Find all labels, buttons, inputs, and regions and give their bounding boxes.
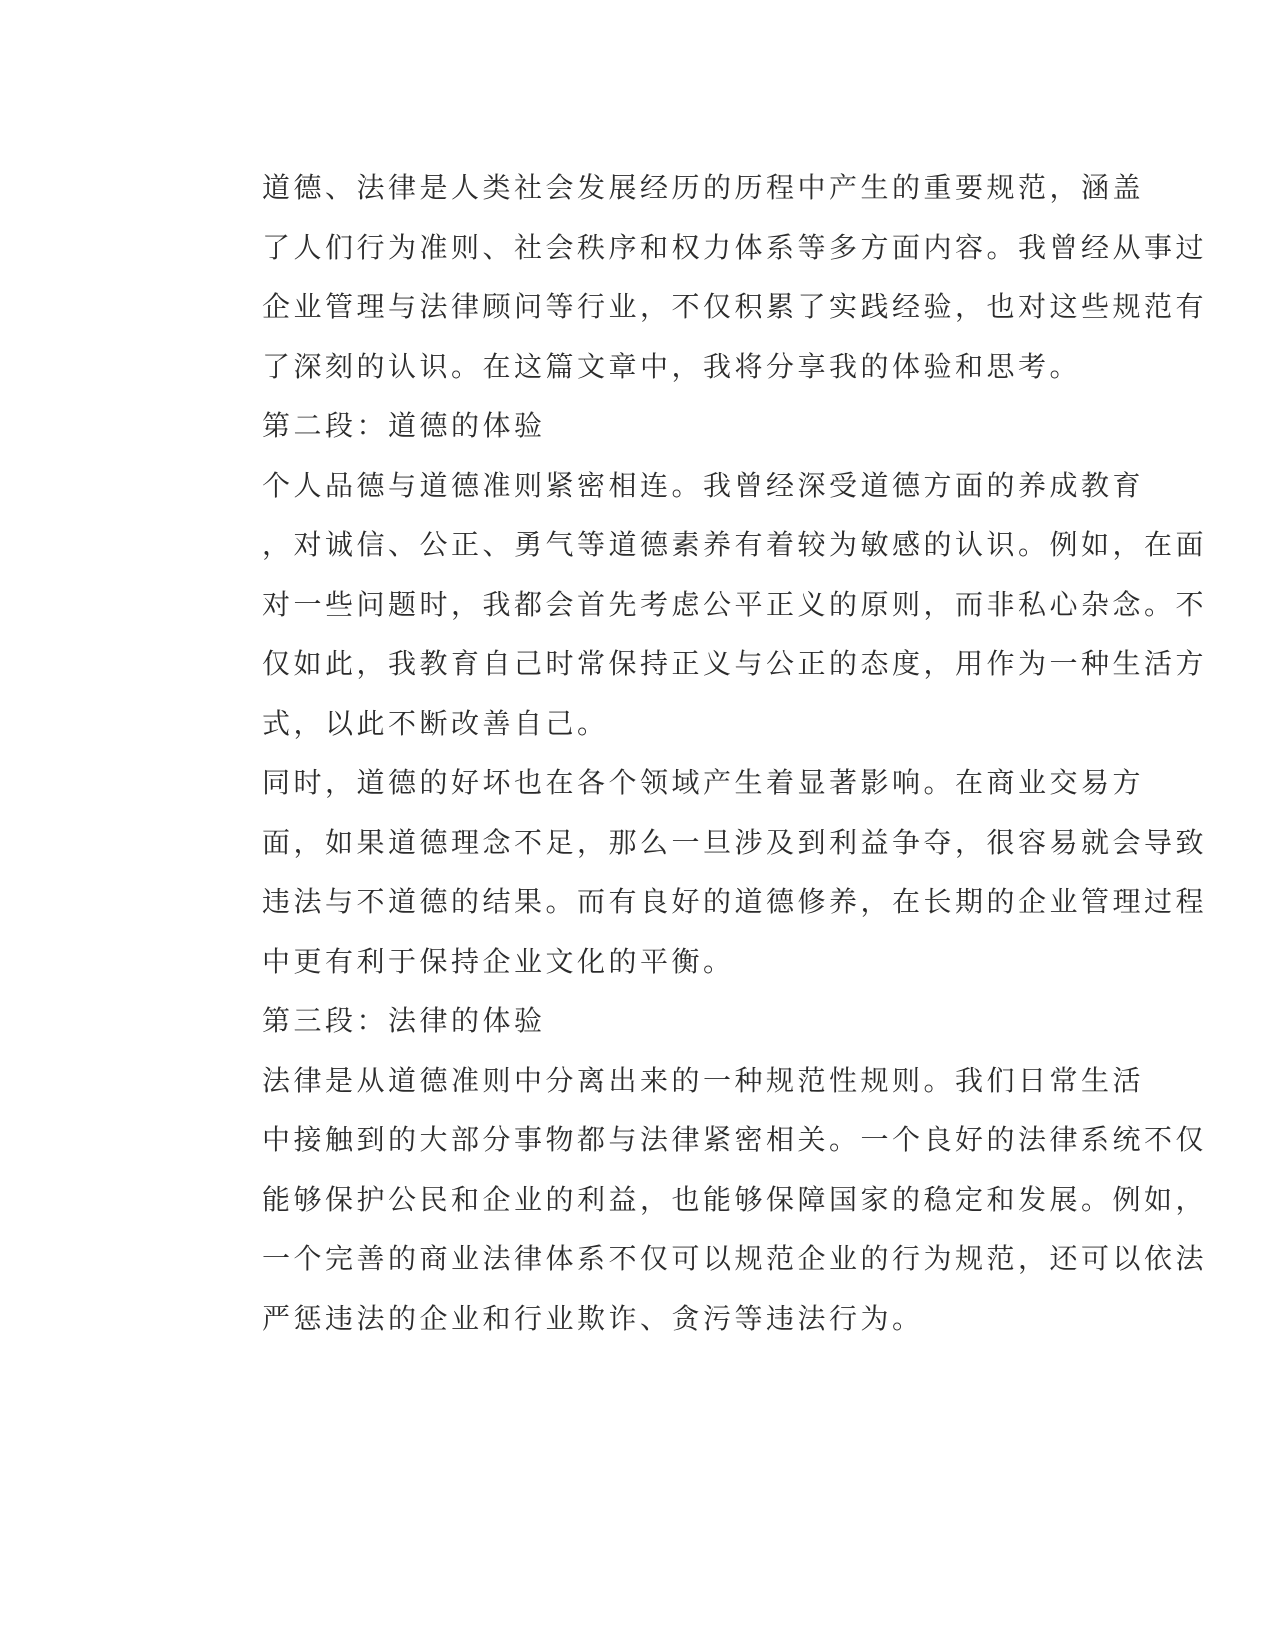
heading-text: 第三段：法律的体验 [262,1004,546,1037]
text-line: 仅如此，我教育自己时常保持正义与公正的态度，用作为一种生活方 [262,647,1208,680]
text-line: 了深刻的认识。在这篇文章中，我将分享我的体验和思考。 [262,349,1082,383]
text-line: 了人们行为准则、社会秩序和权力体系等多方面内容。我曾经从事过 [262,230,1208,264]
text-line: 个人品德与道德准则紧密相连。我曾经深受道德方面的养成教育 [262,468,1145,502]
section-heading-morality [188,396,1068,456]
text-line: 违法与不道德的结果。而有良好的道德修养，在长期的企业管理过程 [262,885,1208,918]
section-heading-law [188,991,1068,1051]
text-line: 法律是从道德准则中分离出来的一种规范性规则。我们日常生活 [262,1063,1145,1097]
text-line: 式，以此不断改善自己。 [262,706,609,740]
paragraph-law [188,1051,1208,1349]
text-line: ，对诚信、公正、勇气等道德素养有着较为敏感的认识。例如，在面 [262,528,1208,561]
document-body [188,158,1208,1348]
paragraph-personal-morality [188,456,1208,754]
paragraph-morality-impact [188,753,1208,991]
text-line: 中接触到的大部分事物都与法律紧密相关。一个良好的法律系统不仅 [262,1123,1208,1156]
text-line: 同时，道德的好坏也在各个领域产生着显著影响。在商业交易方 [262,766,1145,799]
text-line: 企业管理与法律顾问等行业，不仅积累了实践经验，也对这些规范有 [262,290,1208,323]
text-line: 一个完善的商业法律体系不仅可以规范企业的行为规范，还可以依法 [262,1242,1208,1275]
paragraph-intro [188,158,1208,396]
text-line: 能够保护公民和企业的利益，也能够保障国家的稳定和发展。例如， [262,1182,1208,1216]
text-line: 道德、法律是人类社会发展经历的历程中产生的重要规范，涵盖 [262,171,1145,204]
heading-text: 第二段：道德的体验 [262,409,546,442]
text-line: 严惩违法的企业和行业欺诈、贪污等违法行为。 [262,1301,924,1335]
text-line: 中更有利于保持企业文化的平衡。 [262,944,735,978]
text-line: 对一些问题时，我都会首先考虑公平正义的原则，而非私心杂念。不 [262,587,1208,621]
text-line: 面，如果道德理念不足，那么一旦涉及到利益争夺，很容易就会导致 [262,825,1208,859]
